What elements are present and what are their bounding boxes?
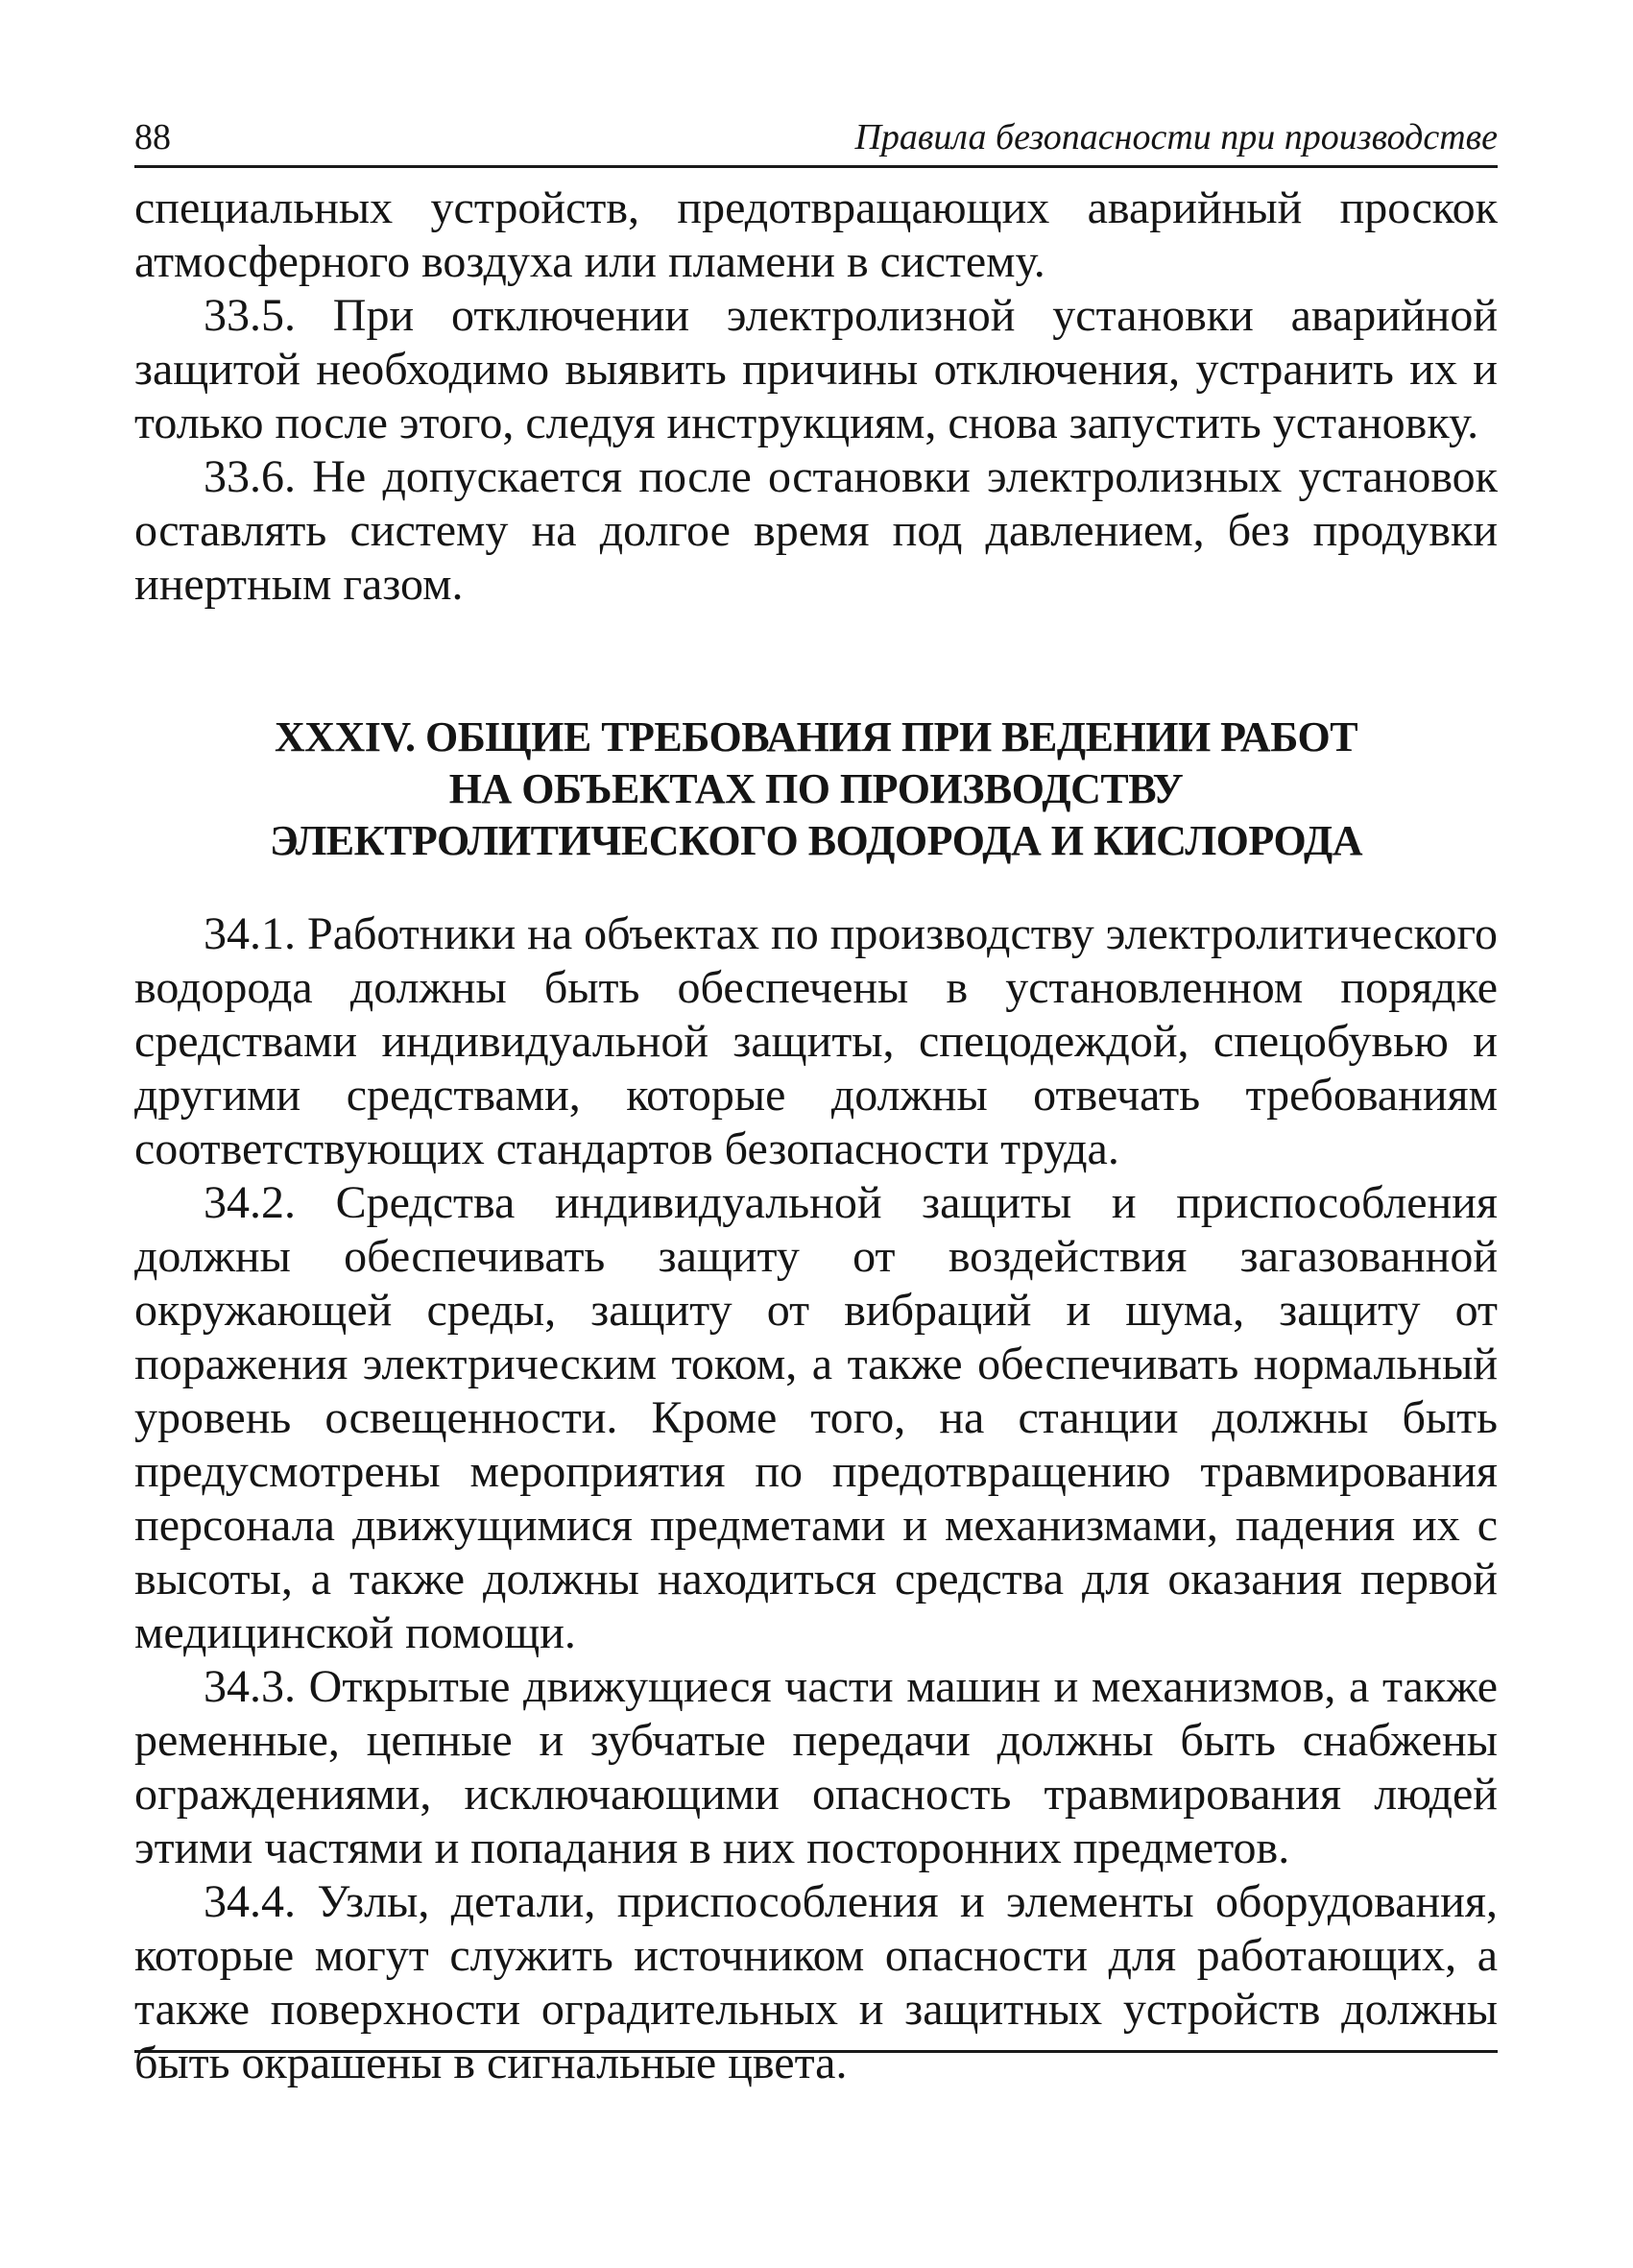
section-heading-line: НА ОБЪЕКТАХ ПО ПРОИЗВОДСТВУ bbox=[448, 765, 1184, 812]
paragraph-33-6: 33.6. Не допускается после остановки электролизных установок оставлять систему на долгое время под давлением, без продувки инертным газом. bbox=[134, 451, 1498, 610]
section-heading-line: XXXIV. ОБЩИЕ ТРЕБОВАНИЯ ПРИ ВЕДЕНИИ РАБОТ bbox=[274, 713, 1358, 760]
footer-rule bbox=[134, 2050, 1498, 2053]
page-number: 88 bbox=[134, 117, 171, 157]
paragraph-34-2: 34.2. Средства индивидуальной защиты и приспособления должны обеспечивать защиту от воздействия загазованной окружающей среды, защиту от вибраций и шума, защиту от поражения электрическим током, а также обеспечивать нормальный уровень освещенности. Кроме того, на станции должны быть предусмотрены мероприятия по предотвращению травмирования персонала движущимися предметами и механизмами, падения их с высоты, а также должны находиться средства для оказания первой медицинской помощи. bbox=[134, 1177, 1498, 1658]
running-header bbox=[134, 115, 1498, 168]
paragraph-34-1: 34.1. Работники на объектах по производству электролитического водорода должны быть обеспечены в установленном порядке средствами индивидуальной защиты, спецодеждой, спецобувью и другими средствами, которые должны отвечать требованиям соответствующих стандартов безопасности труда. bbox=[134, 908, 1498, 1174]
continuation-paragraph: специальных устройств, предотвращающих аварийный проскок атмосферного воздуха или пламени в систему. bbox=[134, 182, 1498, 287]
section-heading bbox=[134, 712, 1498, 867]
section-34-text bbox=[134, 907, 1498, 2090]
paragraph-33-5: 33.5. При отключении электролизной установки аварийной защитой необходимо выявить причины отключения, устранить их и только после этого, следуя инструкциям, снова запустить установку. bbox=[134, 290, 1498, 448]
paragraph-34-4: 34.4. Узлы, детали, приспособления и элементы оборудования, которые могут служить источником опасности для работающих, а также поверхности оградительных и защитных устройств должны быть окрашены в сигнальные цвета. bbox=[134, 1876, 1498, 2088]
section-heading-line: ЭЛЕКТРОЛИТИЧЕСКОГО ВОДОРОДА И КИСЛОРОДА bbox=[269, 817, 1363, 864]
paragraph-34-3: 34.3. Открытые движущиеся части машин и механизмов, а также ременные, цепные и зубчатые передачи должны быть снабжены ограждениями, исключающими опасность травмирования людей этими частями и попадания в них посторонних предметов. bbox=[134, 1661, 1498, 1873]
running-title: Правила безопасности при производстве bbox=[854, 117, 1498, 157]
section-33-text bbox=[134, 181, 1498, 612]
document-page bbox=[134, 115, 1498, 2090]
